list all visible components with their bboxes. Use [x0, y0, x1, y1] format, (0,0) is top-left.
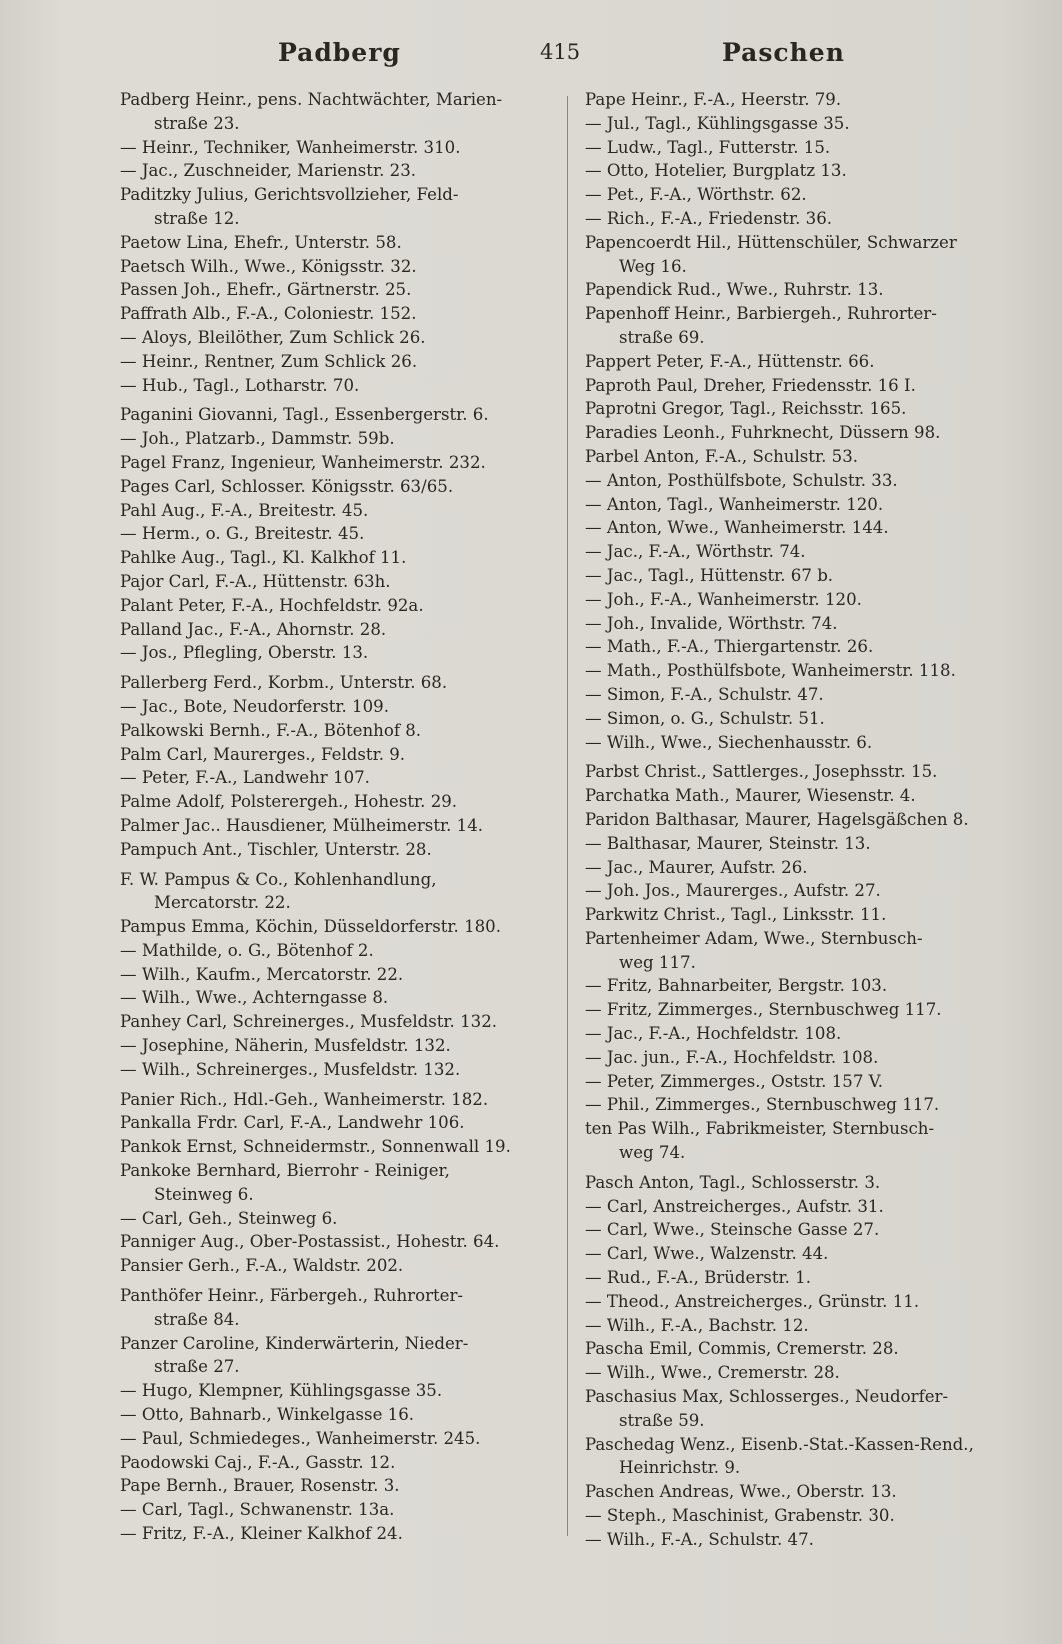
page-number: 415: [540, 40, 581, 64]
entry-continuation: Steinweg 6.: [154, 1184, 254, 1204]
directory-entry: Pahlke Aug., Tagl., Kl. Kalkhof 11.: [120, 548, 407, 568]
directory-entry: — Theod., Anstreicherges., Grünstr. 11.: [585, 1291, 920, 1311]
directory-entry: Pampuch Ant., Tischler, Unterstr. 28.: [120, 839, 432, 859]
directory-entry: — Jac., Maurer, Aufstr. 26.: [585, 857, 808, 877]
directory-entry: — Wilh., Kaufm., Mercatorstr. 22.: [120, 964, 404, 984]
directory-entry: — Otto, Bahnarb., Winkelgasse 16.: [120, 1405, 415, 1425]
directory-entry: Pages Carl, Schlosser. Königsstr. 63/65.: [120, 476, 454, 496]
entry-continuation: weg 74.: [619, 1143, 686, 1163]
directory-entry: — Jac., Bote, Neudorferstr. 109.: [120, 696, 390, 716]
directory-entry: Paproth Paul, Dreher, Friedensstr. 16 I.: [585, 375, 916, 395]
directory-entry: Pajor Carl, F.-A., Hüttenstr. 63h.: [120, 571, 391, 591]
directory-entry: — Joh., F.-A., Wanheimerstr. 120.: [585, 589, 862, 609]
directory-entry: — Jac., Tagl., Hüttenstr. 67 b.: [585, 565, 834, 585]
directory-entry: — Jac., F.-A., Hochfeldstr. 108.: [585, 1024, 842, 1044]
directory-entry: — Otto, Hotelier, Burgplatz 13.: [585, 161, 847, 181]
directory-entry: Paschedag Wenz., Eisenb.-Stat.-Kassen-Rend.,: [585, 1434, 974, 1454]
directory-entry: Paridon Balthasar, Maurer, Hagelsgäßchen 8.: [585, 809, 969, 829]
directory-entry: — Carl, Tagl., Schwanenstr. 13a.: [120, 1500, 395, 1520]
right-column: [585, 88, 1025, 1552]
directory-entry: Pascha Emil, Commis, Cremerstr. 28.: [585, 1339, 899, 1359]
directory-entry: — Anton, Wwe., Wanheimerstr. 144.: [585, 518, 889, 538]
directory-entry: Pagel Franz, Ingenieur, Wanheimerstr. 232.: [120, 452, 486, 472]
directory-entry: — Joh. Jos., Maurerges., Aufstr. 27.: [585, 881, 881, 901]
directory-entry: Panhey Carl, Schreinerges., Musfeldstr. 132.: [120, 1012, 498, 1032]
directory-entry: Papencoerdt Hil., Hüttenschüler, Schwarzer: [585, 232, 957, 252]
directory-entry: Parbel Anton, F.-A., Schulstr. 53.: [585, 446, 859, 466]
directory-entry: Pansier Gerh., F.-A., Waldstr. 202.: [120, 1256, 404, 1276]
directory-entry: — Mathilde, o. G., Bötenhof 2.: [120, 940, 374, 960]
directory-entry: Paditzky Julius, Gerichtsvollzieher, Feld-: [120, 185, 459, 205]
directory-entry: — Paul, Schmiedeges., Wanheimerstr. 245.: [120, 1428, 481, 1448]
entry-continuation: straße 59.: [619, 1410, 705, 1430]
directory-entry: — Hub., Tagl., Lotharstr. 70.: [120, 375, 360, 395]
directory-entry: Paetsch Wilh., Wwe., Königsstr. 32.: [120, 256, 417, 276]
directory-entry: — Fritz, F.-A., Kleiner Kalkhof 24.: [120, 1524, 403, 1544]
directory-entry: Papendick Rud., Wwe., Ruhrstr. 13.: [585, 280, 884, 300]
directory-entry: Pasch Anton, Tagl., Schlosserstr. 3.: [585, 1172, 881, 1192]
entry-continuation: weg 117.: [619, 952, 696, 972]
directory-entry: — Aloys, Bleilöther, Zum Schlick 26.: [120, 327, 426, 347]
directory-entry: — Pet., F.-A., Wörthstr. 62.: [585, 185, 807, 205]
directory-entry: — Anton, Posthülfsbote, Schulstr. 33.: [585, 470, 898, 490]
directory-entry: — Carl, Wwe., Walzenstr. 44.: [585, 1244, 829, 1264]
directory-entry: Paodowski Caj., F.-A., Gasstr. 12.: [120, 1452, 396, 1472]
directory-entry: — Anton, Tagl., Wanheimerstr. 120.: [585, 494, 884, 514]
directory-entry: — Joh., Invalide, Wörthstr. 74.: [585, 613, 838, 633]
entry-continuation: Mercatorstr. 22.: [154, 893, 291, 913]
directory-entry: — Math., F.-A., Thiergartenstr. 26.: [585, 637, 874, 657]
directory-entry: — Carl, Geh., Steinweg 6.: [120, 1208, 338, 1228]
entry-continuation: straße 12.: [154, 208, 240, 228]
directory-entry: Paprotni Gregor, Tagl., Reichsstr. 165.: [585, 399, 907, 419]
directory-entry: Pape Bernh., Brauer, Rosenstr. 3.: [120, 1476, 400, 1496]
entry-continuation: straße 27.: [154, 1357, 240, 1377]
directory-entry: Pappert Peter, F.-A., Hüttenstr. 66.: [585, 351, 875, 371]
page-header: [0, 38, 1062, 78]
directory-entry: — Jac., F.-A., Wörthstr. 74.: [585, 542, 806, 562]
directory-entry: Palme Adolf, Polsterergeh., Hohestr. 29.: [120, 792, 458, 812]
directory-entry: ten Pas Wilh., Fabrikmeister, Sternbusch-: [585, 1119, 935, 1139]
directory-entry: — Herm., o. G., Breitestr. 45.: [120, 524, 365, 544]
directory-entry: Palm Carl, Maurerges., Feldstr. 9.: [120, 744, 406, 764]
directory-entry: — Wilh., F.-A., Bachstr. 12.: [585, 1315, 809, 1335]
directory-entry: Pankoke Bernhard, Bierrohr - Reiniger,: [120, 1161, 450, 1181]
directory-entry: Parkwitz Christ., Tagl., Linksstr. 11.: [585, 905, 887, 925]
directory-entry: — Simon, o. G., Schulstr. 51.: [585, 708, 825, 728]
column-divider: [567, 96, 568, 1536]
directory-entry: — Balthasar, Maurer, Steinstr. 13.: [585, 833, 871, 853]
directory-entry: — Simon, F.-A., Schulstr. 47.: [585, 684, 824, 704]
directory-entry: Paradies Leonh., Fuhrknecht, Düssern 98.: [585, 423, 941, 443]
directory-entry: — Rich., F.-A., Friedenstr. 36.: [585, 208, 833, 228]
directory-entry: — Jul., Tagl., Kühlingsgasse 35.: [585, 113, 850, 133]
directory-entry: — Heinr., Rentner, Zum Schlick 26.: [120, 351, 418, 371]
entry-continuation: Heinrichstr. 9.: [619, 1458, 741, 1478]
directory-entry: Paganini Giovanni, Tagl., Essenbergerstr. 6.: [120, 405, 489, 425]
directory-entry: — Wilh., Schreinerges., Musfeldstr. 132.: [120, 1059, 461, 1079]
directory-entry: Parchatka Math., Maurer, Wiesenstr. 4.: [585, 786, 916, 806]
directory-entry: Paschasius Max, Schlosserges., Neudorfer-: [585, 1387, 949, 1407]
directory-entry: Pape Heinr., F.-A., Heerstr. 79.: [585, 90, 842, 109]
directory-entry: Panthöfer Heinr., Färbergeh., Ruhrorter-: [120, 1286, 464, 1306]
header-right-title: Paschen: [722, 38, 845, 67]
directory-entry: Palmer Jac.. Hausdiener, Mülheimerstr. 14.: [120, 815, 484, 835]
directory-entry: Paffrath Alb., F.-A., Coloniestr. 152.: [120, 304, 417, 324]
directory-entry: Parbst Christ., Sattlerges., Josephsstr. 15.: [585, 762, 938, 782]
directory-entry: Passen Joh., Ehefr., Gärtnerstr. 25.: [120, 280, 412, 300]
directory-entry: Papenhoff Heinr., Barbiergeh., Ruhrorter-: [585, 304, 937, 324]
left-column: [120, 88, 560, 1546]
header-left-title: Padberg: [278, 38, 401, 67]
directory-entry: Pampus Emma, Köchin, Düsseldorferstr. 180.: [120, 917, 502, 937]
directory-entry: — Wilh., Wwe., Siechenhausstr. 6.: [585, 732, 873, 752]
directory-entry: — Fritz, Bahnarbeiter, Bergstr. 103.: [585, 976, 888, 996]
directory-entry: Palland Jac., F.-A., Ahornstr. 28.: [120, 619, 387, 639]
directory-entry: — Wilh., Wwe., Achterngasse 8.: [120, 988, 389, 1008]
directory-entry: — Heinr., Techniker, Wanheimerstr. 310.: [120, 137, 461, 157]
directory-entry: — Jac. jun., F.-A., Hochfeldstr. 108.: [585, 1047, 879, 1067]
directory-entry: F. W. Pampus & Co., Kohlenhandlung,: [120, 869, 437, 889]
directory-entry: Pallerberg Ferd., Korbm., Unterstr. 68.: [120, 673, 448, 693]
directory-entry: Partenheimer Adam, Wwe., Sternbusch-: [585, 928, 923, 948]
entry-continuation: straße 23.: [154, 113, 240, 133]
directory-entry: — Josephine, Näherin, Musfeldstr. 132.: [120, 1036, 451, 1056]
directory-entry: — Rud., F.-A., Brüderstr. 1.: [585, 1268, 811, 1288]
directory-entry: — Wilh., F.-A., Schulstr. 47.: [585, 1529, 814, 1549]
entry-continuation: straße 69.: [619, 327, 705, 347]
directory-entry: — Carl, Wwe., Steinsche Gasse 27.: [585, 1220, 880, 1240]
directory-entry: Palkowski Bernh., F.-A., Bötenhof 8.: [120, 720, 422, 740]
entry-continuation: straße 84.: [154, 1309, 240, 1329]
directory-entry: — Hugo, Klempner, Kühlingsgasse 35.: [120, 1381, 443, 1401]
directory-entry: — Fritz, Zimmerges., Sternbuschweg 117.: [585, 1000, 942, 1020]
directory-entry: — Steph., Maschinist, Grabenstr. 30.: [585, 1506, 895, 1526]
directory-entry: Panniger Aug., Ober-Postassist., Hohestr. 64.: [120, 1232, 500, 1252]
directory-entry: Panzer Caroline, Kinderwärterin, Nieder-: [120, 1333, 469, 1353]
directory-entry: Palant Peter, F.-A., Hochfeldstr. 92a.: [120, 595, 424, 615]
directory-entry: Pankok Ernst, Schneidermstr., Sonnenwall 19.: [120, 1137, 511, 1157]
directory-entry: — Ludw., Tagl., Futterstr. 15.: [585, 137, 831, 157]
entry-continuation: Weg 16.: [619, 256, 687, 276]
directory-entry: Pankalla Frdr. Carl, F.-A., Landwehr 106.: [120, 1113, 465, 1133]
directory-entry: — Peter, F.-A., Landwehr 107.: [120, 768, 370, 788]
directory-entry: — Phil., Zimmerges., Sternbuschweg 117.: [585, 1095, 940, 1115]
directory-entry: — Jac., Zuschneider, Marienstr. 23.: [120, 161, 417, 181]
directory-entry: — Jos., Pflegling, Oberstr. 13.: [120, 643, 369, 663]
directory-entry: — Math., Posthülfsbote, Wanheimerstr. 118.: [585, 661, 956, 681]
directory-entry: — Wilh., Wwe., Cremerstr. 28.: [585, 1363, 840, 1383]
directory-entry: Pahl Aug., F.-A., Breitestr. 45.: [120, 500, 369, 520]
directory-entry: — Joh., Platzarb., Dammstr. 59b.: [120, 429, 395, 449]
directory-entry: — Carl, Anstreicherges., Aufstr. 31.: [585, 1196, 884, 1216]
directory-entry: — Peter, Zimmerges., Oststr. 157 V.: [585, 1071, 884, 1091]
directory-entry: Padberg Heinr., pens. Nachtwächter, Marien-: [120, 90, 503, 109]
directory-entry: Paschen Andreas, Wwe., Oberstr. 13.: [585, 1482, 897, 1502]
directory-entry: Paetow Lina, Ehefr., Unterstr. 58.: [120, 232, 402, 252]
directory-entry: Panier Rich., Hdl.-Geh., Wanheimerstr. 182.: [120, 1089, 489, 1109]
